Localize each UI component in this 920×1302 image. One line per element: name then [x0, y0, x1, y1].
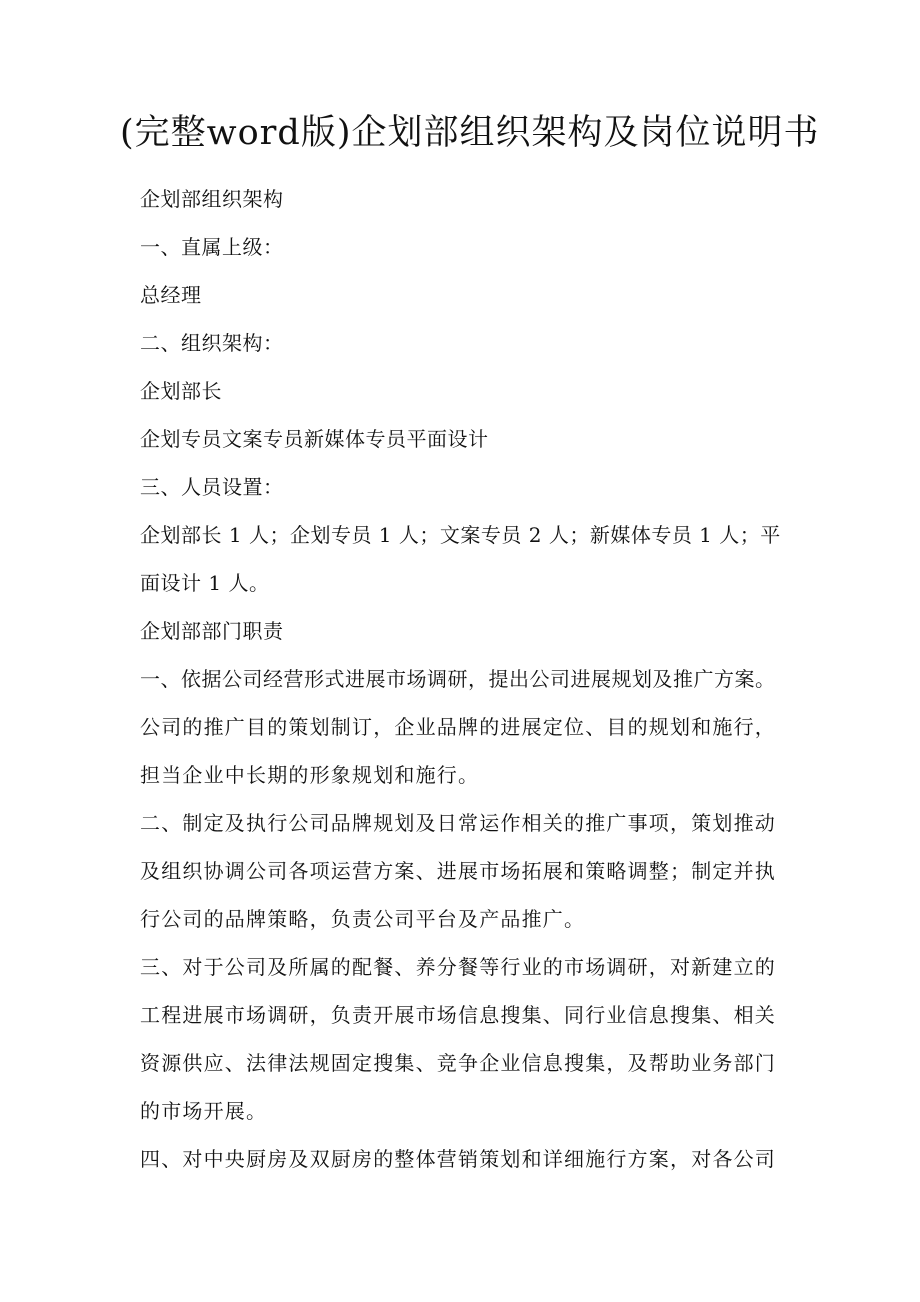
paragraph-line: 的市场开展。 [140, 1099, 268, 1123]
paragraph-line: 公司的推广目的策划制订，企业品牌的进展定位、目的规划和施行， [140, 715, 776, 739]
paragraph-line: 二、制定及执行公司品牌规划及日常运作相关的推广事项，策划推动 [140, 811, 776, 835]
paragraph-line: 工程进展市场调研，负责开展市场信息搜集、同行业信息搜集、相关 [140, 1003, 776, 1027]
paragraph-line: 三、对于公司及所属的配餐、养分餐等行业的市场调研，对新建立的 [140, 955, 776, 979]
paragraph-line: 一、直属上级： [140, 235, 284, 259]
paragraph-line: 一、依据公司经营形式进展市场调研，提出公司进展规划及推广方案。 [140, 667, 776, 691]
paragraph-line: 及组织协调公司各项运营方案、进展市场拓展和策略调整；制定并执 [140, 859, 776, 883]
paragraph-line: 面设计 1 人。 [140, 571, 270, 595]
paragraph-line: 四、对中央厨房及双厨房的整体营销策划和详细施行方案，对各公司 [140, 1147, 776, 1171]
section-heading: 企划部部门职责 [140, 619, 284, 643]
paragraph-line: 担当企业中长期的形象规划和施行。 [140, 763, 480, 787]
paragraph-line: 行公司的品牌策略，负责公司平台及产品推广。 [140, 907, 586, 931]
document-body [140, 180, 790, 1188]
paragraph-line: 总经理 [140, 283, 202, 307]
paragraph-line: 企划部长 [140, 379, 222, 403]
paragraph-line: 三、人员设置： [140, 475, 284, 499]
paragraph-line: 资源供应、法律法规固定搜集、竞争企业信息搜集，及帮助业务部门 [140, 1051, 776, 1075]
section-heading: 企划部组织架构 [140, 187, 284, 211]
paragraph-line: 二、组织架构： [140, 331, 284, 355]
paragraph-line: 企划部长 1 人；企划专员 1 人；文案专员 2 人；新媒体专员 1 人；平 [140, 523, 781, 547]
document-title: (完整word版)企划部组织架构及岗位说明书 [120, 113, 820, 153]
paragraph-line: 企划专员文案专员新媒体专员平面设计 [140, 427, 489, 451]
